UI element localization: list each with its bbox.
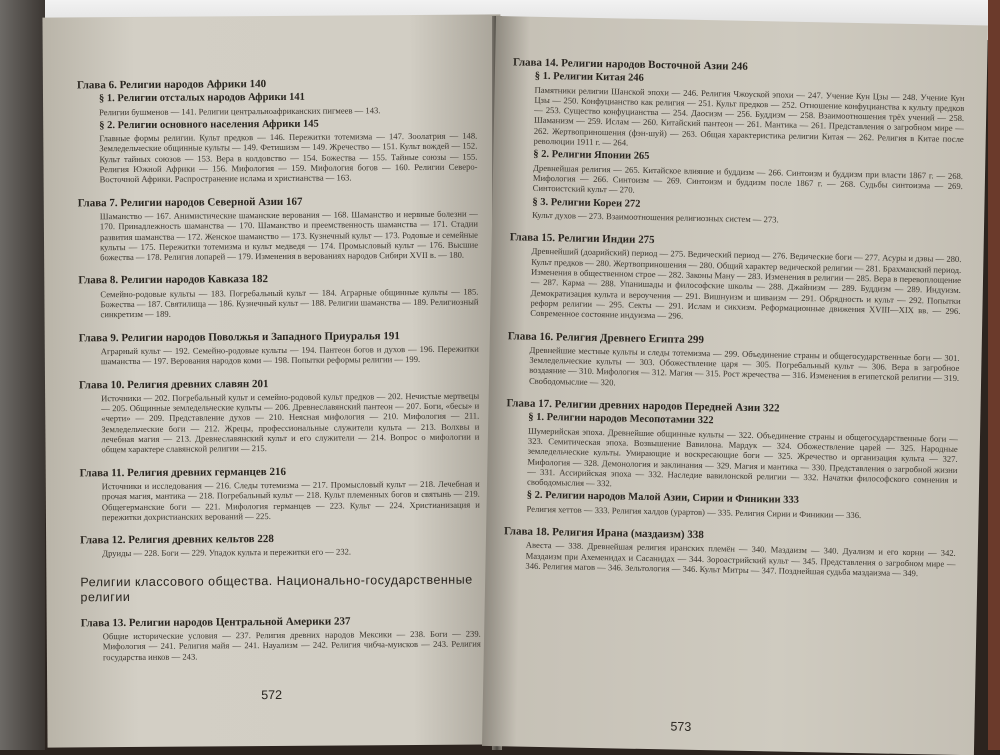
- toc-text: Источники и исследования — 216. Следы тотемизма — 217. Промысловый культ — 218. Лечебная и прочая магия, мантика — 218. Погребальный культ — 218. Культ племенных богов и святынь — 219. Общегерманские боги — 221. Мифология германцев — 223. Культ — 224. Христианизация и пережитки дохристианских верований — 225.: [101, 478, 480, 523]
- toc-text: Друиды — 228. Боги — 229. Упадок культа и пережитки его — 232.: [102, 546, 352, 559]
- toc-text: Древнейшие местные культы и следы тотемизма — 299. Объединение страны и общегосударственные боги — 301. Земледельческие культы — 303. Обожествление царя — 305. Погребальный культ — 306. Вера в загробное воздаяние — 310. Мифология — 312. Магия — 315. Рост жречества — 316. Изменения в египетской религии — 319. Свободомыслие — 320.: [528, 344, 960, 388]
- toc-chapter: Глава 15. Религии Индии 275: [509, 231, 655, 247]
- toc-chapter: Глава 17. Религии древних народов Передней Азии 322: [506, 397, 780, 415]
- toc-text: Культ духов — 273. Взаимоотношения религиозных систем — 273.: [532, 209, 779, 225]
- toc-chapter: Глава 12. Религия древних кельтов 228: [80, 533, 274, 547]
- toc-chapter: Глава 13. Религии народов Центральной Америки 237: [80, 615, 351, 630]
- toc-text: Авеста — 338. Древнейшая религия иранских племён — 340. Маздаизм — 340. Дуализм и его корни — 342. Маздаизм при Ахеменидах и Сасанидах — 344. Зороастрийский культ — 345. Представления о загробном мире — 346. Религия магов — 346. Зельтология — 346. Культ Митры — 347. Позднейшая судьба маздаизма — 349.: [525, 539, 956, 579]
- toc-text: Шаманство — 167. Анимистические шаманские верования — 168. Шаманство и нервные болезни — 170. Принадлежность шаманства — 170. Шаманство и преемственность шаманства — 171. Стадии развития шаманства — 172. Женское шаманство — 173. Кузнечный культ — 173. Родовые и семейные культы — 175. Пережитки тотемизма и культ медведя — 174. Промысловый культ — 176. Высшие божества — 178. Религия лопарей — 179. Изменения в верованиях народов Сибири XVII в. — 180.: [99, 208, 479, 263]
- toc-section: § 1. Религии народов Месопотамии 322: [528, 412, 714, 427]
- page-number-right: 573: [670, 719, 692, 734]
- toc-part: Религии классового общества. Национально-государственные религии: [80, 572, 473, 605]
- toc-text: Общие исторические условия — 237. Религия древних народов Мексики — 238. Боги — 239. Мифология — 241. Религия майя — 241. Науализм — 242. Религия чибча-муисков — 243. Религия государства инков — 243.: [102, 628, 481, 662]
- toc-text: Шумерийская эпоха. Древнейшие общинные культы — 322. Объединение страны и общегосударственные боги — 323. Семитическая эпоха. Возвышение Вавилона. Мардук — 324. Обожествление царей — 325. Народные земледельческие культы. Умирающие и воскресающие боги — 325. Жречество и организация культа — 327. Мифология — 328. Демонология и заклинания — 329. Магия и мантика — 330. Представления о загробной жизни — 331. Ассирийская эпоха — 332. Наследие вавилонской религии — 332. Начатки философского сомнения и свободомыслия — 332.: [526, 425, 959, 489]
- toc-section: § 2. Религии Японии 265: [533, 149, 650, 163]
- toc-chapter: Глава 18. Религия Ирана (маздаизм) 338: [503, 525, 704, 542]
- toc-text: Источники — 202. Погребальный культ и семейно-родовой культ предков — 202. Нечистые мертвецы — 205. Общинные земледельческие культы — 206. Древнеславянский пантеон — 207. Боги, «бесы» и «черти» — 209. Представление духов — 210. Неясная мифология — 210. Мифология — 211. Земледельческие боги — 212. Жрецы, профессиональные служители культа — 213. Волхвы и лечебная магия — 213. Древнеславянский культ и его служители — 214. Вопрос о мифологии и общем характере славянской религии — 215.: [101, 390, 480, 455]
- toc-chapter: Глава 8. Религии народов Кавказа 182: [78, 273, 269, 287]
- book-cover-edge: [988, 0, 1000, 750]
- toc-text: Памятники религии Шанской эпохи — 246. Религия Чжоуской эпохи — 247. Учение Кун Цзы — 248. Учение Кун Цзы — 250. Конфуцианство как религия — 251. Культ предков — 252. Отношение конфуцианства к культу предков — 253. Существо конфуцианства — 254. Даосизм — 256. Буддизм — 258. Взаимоотношения трёх учений — 258. Шаманизм — 259. Ислам — 260. Китайский пантеон — 261. Мантика — 261. Представления о загробном мире — 262. Жертвоприношения (фэн-шуй) — 263. Общая характеристика религии Китая — 262. Религия в Китае после революции 1911 г. — 264.: [533, 84, 965, 148]
- toc-section: § 1. Религии Китая 246: [534, 71, 644, 85]
- page-number-left: 572: [261, 687, 283, 703]
- toc-chapter: Глава 14. Религии народов Восточной Азии 246: [512, 56, 748, 73]
- toc-chapter: Глава 7. Религии народов Северной Азии 167: [77, 195, 303, 210]
- toc-text: Древнейший (доарийский) период — 275. Ведический период — 276. Ведические боги — 277. Асуры и дэвы — 280. Культ предков — 280. Жертвоприношения — 280. Общий характер ведической религии — 281. Брахманский период. Изменения в общественном строе — 282. Законы Ману — 283. Изменения в религии — 285. Вера в перевоплощение — 287. Карма — 288. Упанишады и философские школы — 288. Джайнизм — 289. Буддизм — 289. Индуизм. Демократизация культа и вероучения — 291. Вишнуизм и шиваизм — 291. Обрядность и культ — 292. Попытки реформ религии — 295. Секты — 291. Ислам и сикхизм. Реформационные движения XVIII—XIX вв. — 296. Современное состояние индуизма — 296.: [530, 246, 962, 321]
- toc-section: § 2. Религии основного населения Африки 145: [99, 118, 319, 132]
- toc-text: Древнейшая религия — 265. Китайское влияние и буддизм — 266. Синтоизм и буддизм при власти 1867 г. — 268. Мифология — 266. Синтоизм — 269. Синтоизм и буддизм после 1867 г. — 268. Судьбы синтоизма — 269. Синтоистский культ — 270.: [532, 162, 964, 195]
- left-page: [42, 14, 505, 747]
- toc-text: Главные формы религии. Культ предков — 146. Пережитки тотемизма — 147. Зоолатрия — 148. Земледельческие общинные культы — 149. Фетишизм — 149. Жречество — 151. Культ вождей — 152. Культ тайных союзов — 153. Вера в колдовство — 154. Божества — 155. Тайные союзы — 155. Религия Южной Африки — 156. Мифология — 159. Мифология богов — 160. Религии Северо-Восточной Африки. Распространение ислама и христианства — 163.: [99, 130, 478, 185]
- toc-text: Семейно-родовые культы — 183. Погребальный культ — 184. Аграрные общинные культы — 185. Божества — 187. Святилища — 186. Кузнечный культ — 188. Религии шаманства — 189. Религиозный синкретизм — 189.: [100, 286, 479, 320]
- toc-chapter: Глава 6. Религии народов Африки 140: [76, 78, 267, 92]
- toc-text: Религия хеттов — 333. Религия халдов (урартов) — 335. Религия Сирии и Финикии — 336.: [526, 503, 862, 520]
- toc-chapter: Глава 11. Религия древних германцев 216: [79, 465, 286, 479]
- toc-text: Аграрный культ — 192. Семейно-родовые культы — 194. Пантеон богов и духов — 196. Пережитки шаманства — 197. Верования народов коми — 198. Попытки реформы религии — 199.: [100, 343, 479, 367]
- toc-section: § 1. Религии отсталых народов Африки 141: [98, 92, 305, 105]
- right-toc: [503, 44, 965, 579]
- toc-chapter: Глава 9. Религии народов Поволжья и Западного Приуралья 191: [78, 329, 400, 345]
- toc-chapter: Глава 10. Религия древних славян 201: [78, 377, 269, 391]
- right-page: [482, 16, 988, 755]
- left-toc: [77, 65, 481, 663]
- toc-text: Религии бушменов — 141. Религии центральноафриканских пигмеев — 143.: [99, 104, 381, 117]
- toc-section: § 2. Религии народов Малой Азии, Сирии и Финикии 333: [526, 490, 800, 507]
- toc-chapter: Глава 16. Религия Древнего Египта 299: [507, 329, 705, 346]
- toc-section: § 3. Религии Кореи 272: [532, 196, 641, 210]
- background-edge-left: [0, 0, 45, 750]
